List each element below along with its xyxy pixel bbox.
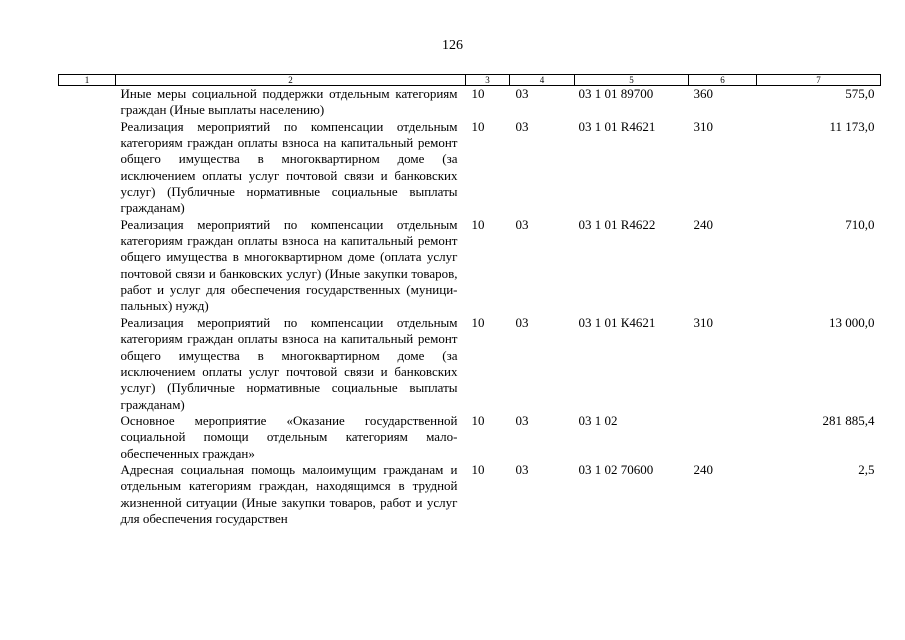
row-subsection: 03: [515, 118, 529, 134]
row-section: 10: [471, 461, 485, 477]
table-row: [59, 413, 881, 462]
column-number: 4: [510, 75, 575, 86]
row-target-article: 03 1 01 R4622: [578, 216, 656, 232]
row-code: [59, 217, 116, 315]
column-number: 2: [116, 75, 466, 86]
row-code: [59, 119, 116, 217]
row-code: [59, 413, 116, 462]
row-section: 10: [471, 86, 485, 101]
row-name: Иные меры социальной поддержки отдельным категориям граждан (Иные выплаты населению): [120, 86, 458, 118]
row-amount: 2,5: [858, 461, 875, 477]
row-name: Адресная социальная помощь малоимущим гражданам и отдельным категориям граждан, находящимся в трудной жизненной ситуации (Иные закупки товаров, работ и услуг для обеспечения государствен: [120, 461, 458, 526]
column-number: 5: [575, 75, 689, 86]
row-target-article: 03 1 01 89700: [578, 86, 654, 101]
column-number: 3: [466, 75, 510, 86]
row-expense-type: [689, 413, 757, 462]
row-amount: 281 885,4: [822, 412, 875, 428]
table-row: [59, 119, 881, 217]
table-row: [59, 86, 881, 119]
row-section: 10: [471, 118, 485, 134]
row-expense-type: 240: [693, 461, 713, 477]
row-subsection: 03: [515, 412, 529, 428]
row-subsection: 03: [515, 216, 529, 232]
table-row: [59, 217, 881, 315]
table-row: [59, 315, 881, 413]
row-code: [59, 86, 116, 119]
row-name: Реализация мероприятий по компенсации отдельным категориям граждан оплаты взноса на капитальный ремонт общего имущества в многоквартирном доме (оплата услуг почтовой связи и банковских услуг) (Иные закупки товаров, работ и услуг для обеспечения государственных (муниципальных) нужд): [120, 216, 458, 314]
row-amount: 710,0: [845, 216, 875, 232]
row-expense-type: 310: [693, 314, 713, 330]
row-code: [59, 462, 116, 527]
column-number: 6: [689, 75, 757, 86]
row-expense-type: 360: [693, 86, 713, 101]
table-row: [59, 462, 881, 527]
row-amount: 575,0: [845, 86, 875, 101]
row-section: 10: [471, 412, 485, 428]
row-target-article: 03 1 02 70600: [578, 461, 654, 477]
column-number-header: [59, 75, 881, 86]
row-section: 10: [471, 314, 485, 330]
row-name: Реализация мероприятий по компенсации отдельным категориям граждан оплаты взноса на капитальный ремонт общего имущества в многоквартирном доме (за исключением оплаты услуг почтовой связи и банковских услуг) (Публичные нормативные социальные выплаты гражданам): [120, 314, 458, 412]
row-target-article: 03 1 01 R4621: [578, 118, 656, 134]
row-target-article: 03 1 01 К4621: [578, 314, 656, 330]
row-name: Основное мероприятие «Оказание государственной социальной помощи отдельным категориям малообеспеченных граждан»: [120, 412, 458, 461]
row-subsection: 03: [515, 86, 529, 101]
row-name: Реализация мероприятий по компенсации отдельным категориям граждан оплаты взноса на капитальный ремонт общего имущества в многоквартирном доме (за исключением оплаты услуг почтовой связи и банковских услуг) (Публичные нормативные социальные выплаты гражданам): [120, 118, 458, 216]
row-code: [59, 315, 116, 413]
row-amount: 13 000,0: [829, 314, 875, 330]
budget-table: [58, 74, 881, 527]
column-number: 7: [757, 75, 881, 86]
row-expense-type: 310: [693, 118, 713, 134]
row-amount: 11 173,0: [829, 118, 875, 134]
row-subsection: 03: [515, 461, 529, 477]
row-section: 10: [471, 216, 485, 232]
row-target-article: 03 1 02: [578, 412, 618, 428]
row-expense-type: 240: [693, 216, 713, 232]
page-number: 126: [442, 38, 463, 53]
column-number: 1: [59, 75, 116, 86]
row-subsection: 03: [515, 314, 529, 330]
